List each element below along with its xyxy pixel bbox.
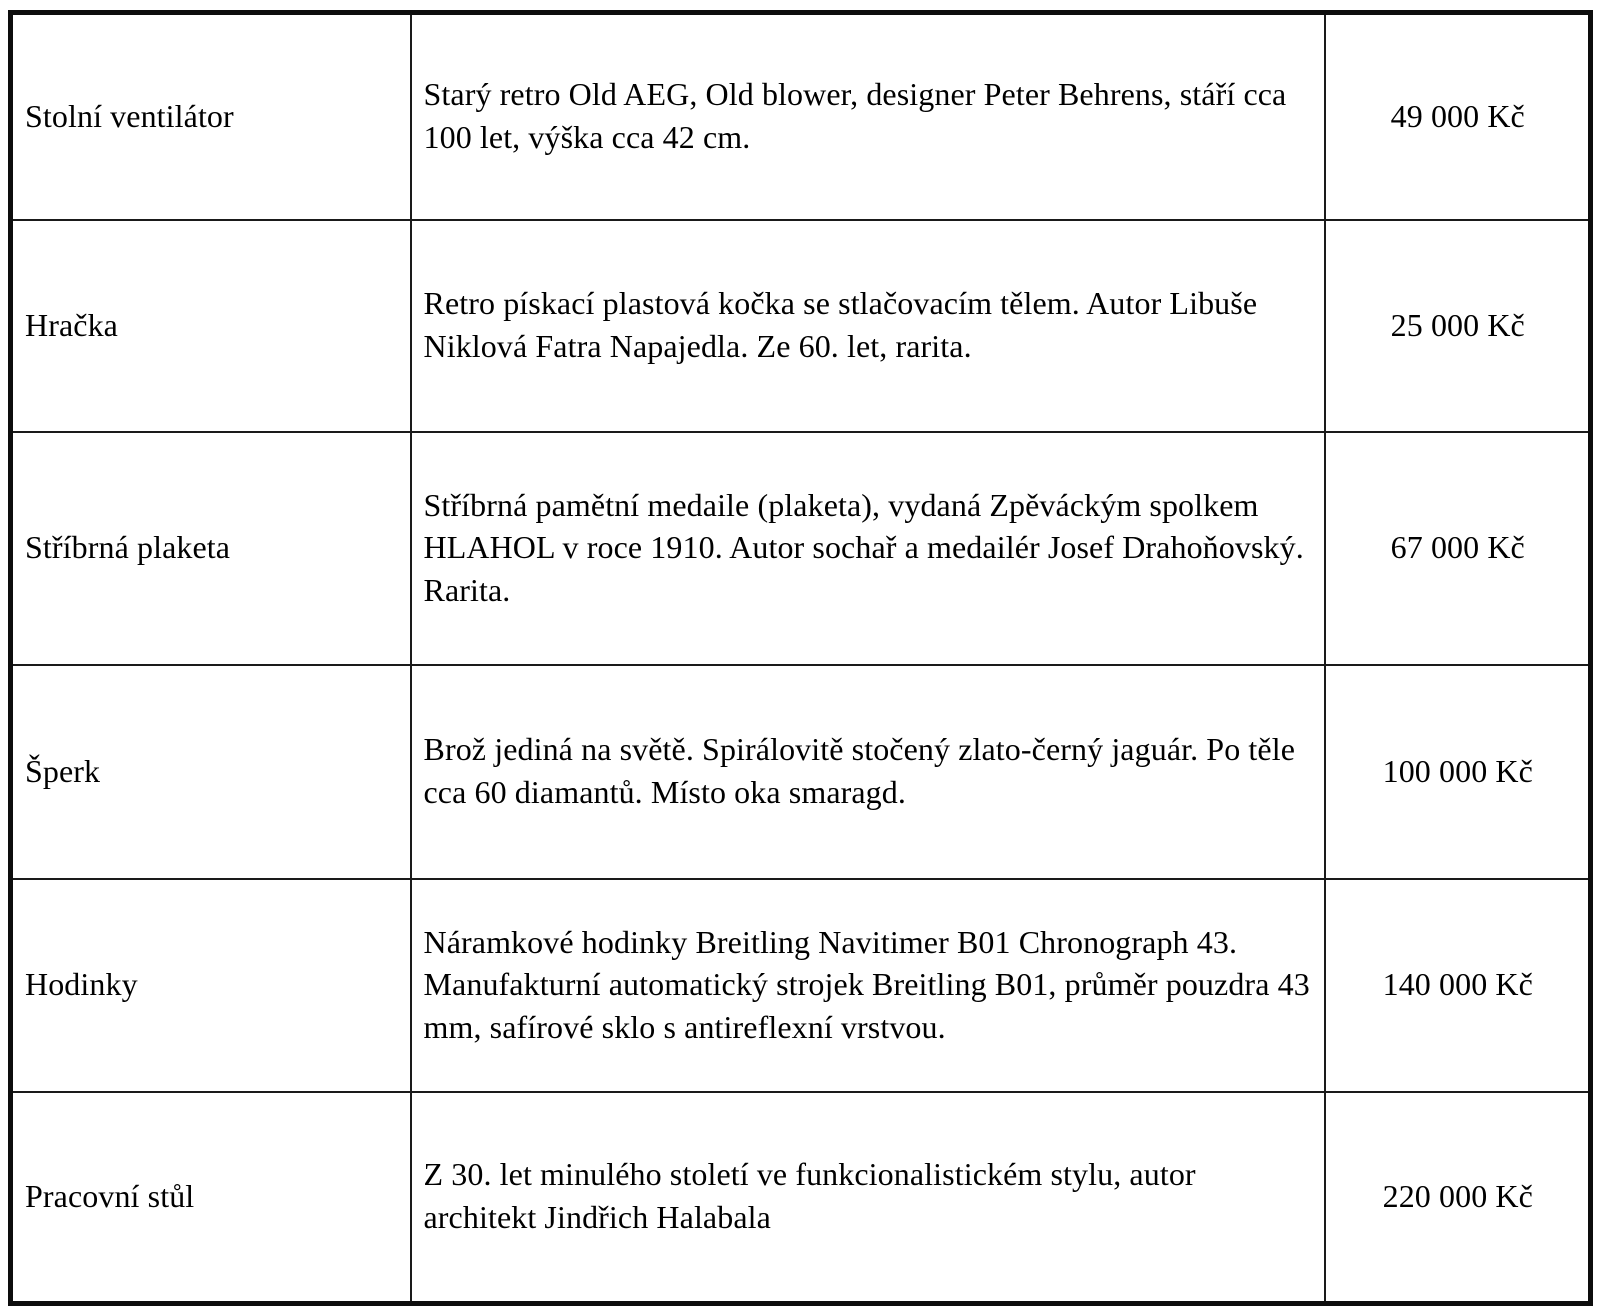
- item-price-cell: 67 000 Kč: [1325, 432, 1591, 665]
- item-description-cell: Starý retro Old AEG, Old blower, designer Peter Behrens, stáří cca 100 let, výška cca 42 cm.: [411, 13, 1325, 221]
- item-name-cell: Hodinky: [11, 879, 411, 1092]
- item-name-cell: Hračka: [11, 220, 411, 432]
- item-price-cell: 220 000 Kč: [1325, 1092, 1591, 1304]
- item-name-cell: Stolní ventilátor: [11, 13, 411, 221]
- items-table-body: [11, 13, 1591, 1304]
- item-description-cell: Z 30. let minulého století ve funkcionalistickém stylu, autor architekt Jindřich Halabala: [411, 1092, 1325, 1304]
- item-price-cell: 100 000 Kč: [1325, 665, 1591, 879]
- item-description-cell: Stříbrná pamětní medaile (plaketa), vydaná Zpěváckým spolkem HLAHOL v roce 1910. Autor sochař a medailér Josef Drahoňovský. Rarita.: [411, 432, 1325, 665]
- item-name-cell: Šperk: [11, 665, 411, 879]
- items-table: [8, 10, 1593, 1306]
- table-row: [11, 220, 1591, 432]
- item-name-cell: Stříbrná plaketa: [11, 432, 411, 665]
- item-description-cell: Náramkové hodinky Breitling Navitimer B01 Chronograph 43. Manufakturní automatický strojek Breitling B01, průměr pouzdra 43 mm, safírové sklo s antireflexní vrstvou.: [411, 879, 1325, 1092]
- table-row: [11, 665, 1591, 879]
- item-price-cell: 49 000 Kč: [1325, 13, 1591, 221]
- table-row: [11, 879, 1591, 1092]
- item-description-cell: Brož jediná na světě. Spirálovitě stočený zlato-černý jaguár. Po těle cca 60 diamantů. Místo oka smaragd.: [411, 665, 1325, 879]
- item-price-cell: 25 000 Kč: [1325, 220, 1591, 432]
- item-price-cell: 140 000 Kč: [1325, 879, 1591, 1092]
- item-name-cell: Pracovní stůl: [11, 1092, 411, 1304]
- item-description-cell: Retro pískací plastová kočka se stlačovacím tělem. Autor Libuše Niklová Fatra Napajedla. Ze 60. let, rarita.: [411, 220, 1325, 432]
- table-row: [11, 432, 1591, 665]
- table-row: [11, 1092, 1591, 1304]
- table-row: [11, 13, 1591, 221]
